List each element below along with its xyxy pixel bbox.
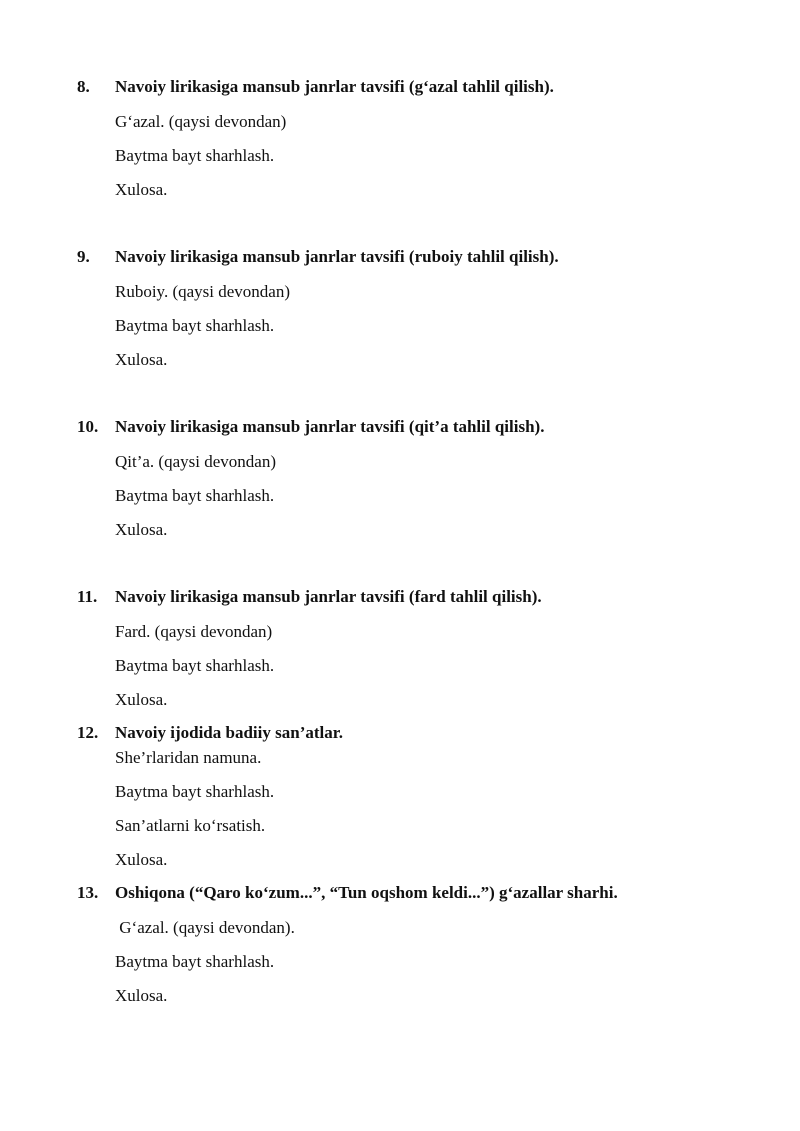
section-line: Baytma bayt sharhlash. — [115, 316, 275, 335]
section-line: Fard. (qaysi devondan) — [115, 622, 273, 641]
section-line: Xulosa. — [115, 850, 168, 869]
section-number: 13. — [77, 883, 99, 902]
section-line: Xulosa. — [115, 690, 168, 709]
section-number: 8. — [77, 77, 90, 96]
section-heading — [0, 721, 800, 745]
section-title: Navoiy lirikasiga mansub janrlar tavsifi (qit’a tahlil qilish). — [115, 417, 545, 436]
section-line: Baytma bayt sharhlash. — [115, 486, 275, 505]
section-line: Xulosa. — [115, 180, 168, 199]
section-title: Oshiqona (“Qaro ko‘zum...”, “Tun oqshom keldi...”) g‘azallar sharhi. — [115, 883, 618, 902]
section-line: Xulosa. — [115, 520, 168, 539]
section-line: She’rlaridan namuna. — [115, 748, 262, 767]
section-number: 9. — [77, 247, 90, 266]
section-title: Navoiy lirikasiga mansub janrlar tavsifi (g‘azal tahlil qilish). — [115, 77, 554, 96]
section-line: Xulosa. — [115, 350, 168, 369]
section-line: Baytma bayt sharhlash. — [115, 146, 275, 165]
section-number: 12. — [77, 723, 99, 742]
section-line: Baytma bayt sharhlash. — [115, 952, 275, 971]
section-heading — [0, 75, 800, 99]
section-line: Baytma bayt sharhlash. — [115, 656, 275, 675]
section-line: G‘azal. (qaysi devondan). — [115, 918, 295, 937]
section-line: San’atlarni ko‘rsatish. — [115, 816, 266, 835]
section-title: Navoiy lirikasiga mansub janrlar tavsifi (fard tahlil qilish). — [115, 587, 542, 606]
section-line: G‘azal. (qaysi devondan) — [115, 112, 287, 131]
section-line: Xulosa. — [115, 986, 168, 1005]
section-heading — [0, 415, 800, 439]
section-heading — [0, 881, 800, 905]
section-line: Baytma bayt sharhlash. — [115, 782, 275, 801]
section-number: 10. — [77, 417, 99, 436]
section-number: 11. — [77, 587, 98, 606]
section-heading — [0, 245, 800, 269]
section-title: Navoiy ijodida badiiy san’atlar. — [115, 723, 343, 742]
section-line: Ruboiy. (qaysi devondan) — [115, 282, 291, 301]
section-line: Qit’a. (qaysi devondan) — [115, 452, 276, 471]
section-heading — [0, 585, 800, 609]
section-title: Navoiy lirikasiga mansub janrlar tavsifi (ruboiy tahlil qilish). — [115, 247, 559, 266]
